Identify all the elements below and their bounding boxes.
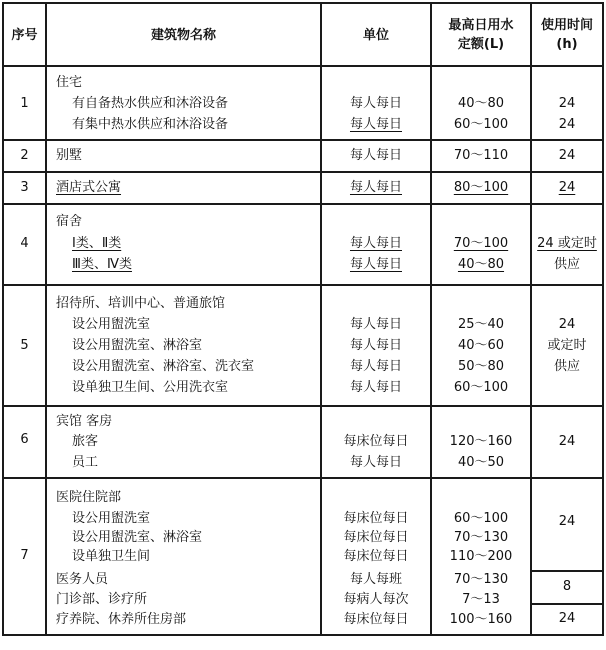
item-hours-text: 24 [558, 180, 576, 195]
item-quota: 40～50 [457, 455, 505, 470]
table-border-right [602, 2, 604, 636]
item-quota: 60～100 [453, 511, 509, 526]
item-quota: 100～160 [449, 612, 513, 627]
row-hours: 24 [558, 611, 576, 626]
item-name: 疗养院、休养所住房部 [56, 612, 187, 627]
category-title: 宿舍 [56, 214, 83, 229]
row-hours [532, 236, 602, 252]
item-name: 设公用盥洗室 [72, 511, 151, 526]
item-unit: 每人每班 [349, 572, 402, 587]
item-unit-text: 每人每日 [349, 180, 402, 195]
item-unit-text: 每人每日 [349, 117, 402, 132]
row-hours: 供应 [553, 359, 580, 374]
item-unit: 每人每日 [349, 359, 402, 374]
row-divider [2, 171, 604, 173]
item-unit [322, 257, 430, 273]
item-unit: 每人每日 [349, 455, 402, 470]
row-divider [2, 65, 604, 67]
category-title: 医院住院部 [56, 490, 122, 505]
table-border-top [2, 2, 604, 4]
item-unit: 每人每日 [349, 317, 402, 332]
row-hours: 24 [558, 514, 576, 529]
header-hours: (h) [556, 37, 578, 52]
item-quota: 25～40 [457, 317, 505, 332]
item-unit: 每病人每次 [343, 592, 409, 607]
header-seq: 序号 [11, 28, 38, 43]
row-number: 6 [20, 432, 29, 447]
row-hours: 24 [558, 317, 576, 332]
item-quota: 70～130 [453, 530, 509, 545]
item-unit [322, 236, 430, 252]
row-hours-text: 24 或定时 [537, 236, 597, 251]
item-quota-text: 70～100 [453, 236, 509, 251]
item-name: 设公用盥洗室、淋浴室、洗衣室 [72, 359, 255, 374]
item-hours: 24 [558, 96, 576, 111]
item-unit [322, 180, 430, 196]
header-quota: 最高日用水 [448, 18, 514, 33]
row-divider [2, 139, 604, 141]
item-hours: 24 [558, 117, 576, 132]
item-unit-text: 每人每日 [349, 257, 402, 272]
item-quota: 110～200 [449, 549, 513, 564]
row-divider [2, 203, 604, 205]
item-quota [432, 180, 530, 196]
column-divider [45, 2, 47, 636]
item-name: 旅客 [72, 434, 99, 449]
row-hours: 24 [558, 434, 576, 449]
item-quota: 7～13 [462, 592, 500, 607]
item-hours [532, 180, 602, 196]
item-quota: 60～100 [453, 380, 509, 395]
item-quota [432, 257, 530, 273]
item-unit [322, 117, 430, 133]
item-unit: 每床位每日 [343, 612, 409, 627]
item-unit: 每人每日 [349, 338, 402, 353]
item-quota: 70～130 [453, 572, 509, 587]
row-number: 1 [20, 96, 29, 111]
hours-cell-divider [530, 570, 604, 572]
item-name: 员工 [72, 455, 99, 470]
row-hours: 或定时 [547, 338, 587, 353]
item-quota: 60～100 [453, 117, 509, 132]
item-name: 医务人员 [56, 572, 109, 587]
header-quota: 定额(L) [457, 37, 505, 52]
item-unit: 每床位每日 [343, 434, 409, 449]
row-divider [2, 405, 604, 407]
item-quota: 50～80 [457, 359, 505, 374]
header-hours: 使用时间 [540, 18, 593, 33]
item-name: 设单独卫生间、公用洗衣室 [72, 380, 229, 395]
item-name-text: Ⅲ类、Ⅳ类 [72, 257, 132, 272]
item-name: 门诊部、诊疗所 [56, 592, 148, 607]
row-number: 3 [20, 180, 29, 195]
row-hours: 8 [562, 579, 572, 594]
row-number: 7 [20, 548, 29, 563]
item-name: 设单独卫生间 [72, 549, 151, 564]
item-hours: 24 [558, 148, 576, 163]
row-divider [2, 284, 604, 286]
table-border-bottom [2, 634, 604, 636]
item-name: 别墅 [56, 148, 83, 163]
item-name: 有集中热水供应和沐浴设备 [72, 117, 229, 132]
item-quota: 70～110 [453, 148, 509, 163]
row-number: 5 [20, 338, 29, 353]
item-quota [432, 236, 530, 252]
hours-cell-divider [530, 603, 604, 605]
item-quota: 120～160 [449, 434, 513, 449]
item-name-text: Ⅰ类、Ⅱ类 [72, 236, 122, 251]
row-number: 2 [20, 148, 29, 163]
item-unit: 每人每日 [349, 96, 402, 111]
item-unit: 每床位每日 [343, 549, 409, 564]
item-name: 设公用盥洗室 [72, 317, 151, 332]
item-name [72, 257, 132, 273]
category-title: 宾馆 客房 [56, 414, 113, 429]
header-unit: 单位 [362, 28, 389, 43]
category-title: 住宅 [56, 75, 83, 90]
item-quota-text: 40～80 [457, 257, 505, 272]
row-number: 4 [20, 236, 29, 251]
item-unit: 每人每日 [349, 148, 402, 163]
item-quota-text: 80～100 [453, 180, 509, 195]
item-name: 设公用盥洗室、淋浴室 [72, 338, 203, 353]
item-quota: 40～80 [457, 96, 505, 111]
item-unit: 每人每日 [349, 380, 402, 395]
row-divider [2, 477, 604, 479]
item-name: 设公用盥洗室、淋浴室 [72, 530, 203, 545]
item-name [56, 180, 121, 196]
item-name: 有自备热水供应和沐浴设备 [72, 96, 229, 111]
item-name-text: 酒店式公寓 [56, 180, 122, 195]
item-unit: 每床位每日 [343, 530, 409, 545]
category-title: 招待所、培训中心、普通旅馆 [56, 296, 226, 311]
header-building: 建筑物名称 [150, 28, 216, 43]
item-name [72, 236, 121, 252]
item-unit-text: 每人每日 [349, 236, 402, 251]
row-hours: 供应 [553, 257, 580, 272]
item-unit: 每床位每日 [343, 511, 409, 526]
item-quota: 40～60 [457, 338, 505, 353]
